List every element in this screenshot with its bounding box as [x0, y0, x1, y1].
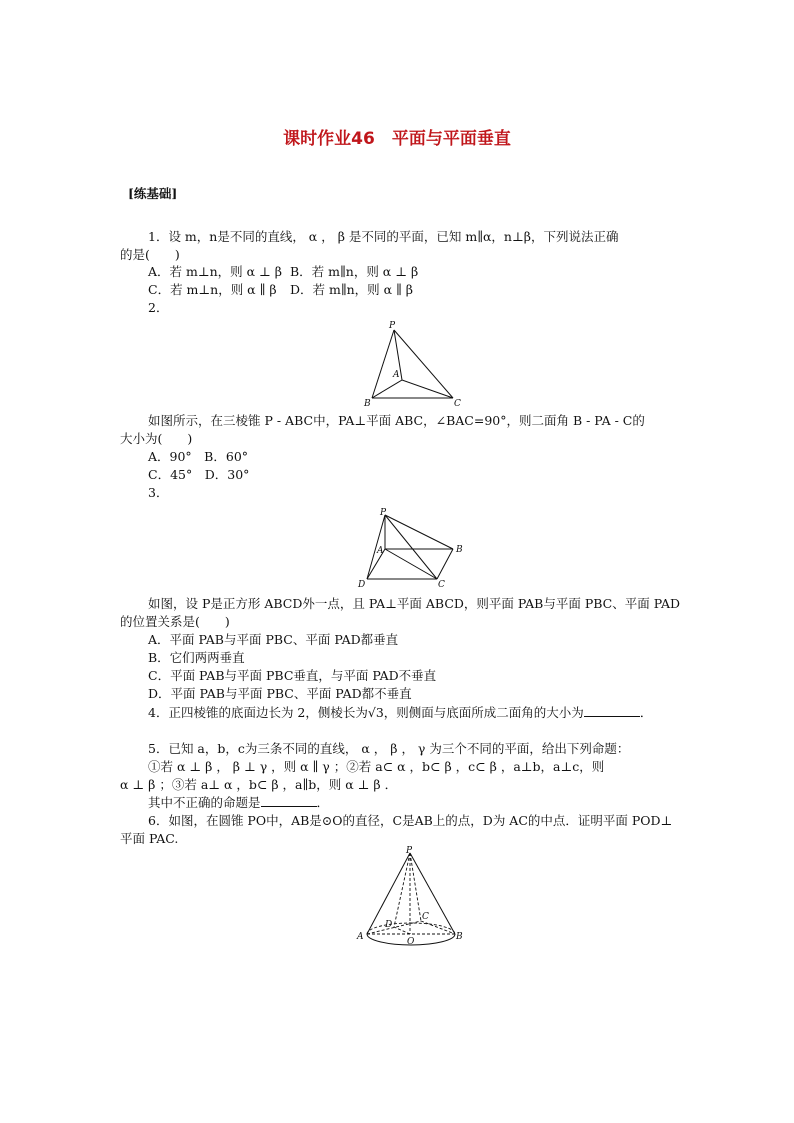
q3-label-c: C: [438, 580, 445, 590]
q3-pyramid-figure: [355, 507, 475, 592]
q6-stem-line2: 平面 PAC.: [120, 831, 179, 846]
q2-label-p: P: [389, 321, 396, 331]
q2-label-b: B: [364, 399, 371, 409]
q5-stem-line1: 5．已知 a，b，c为三条不同的直线， α ， β ， γ 为三个不同的平面，给出下列命题：: [148, 741, 630, 756]
q5-stem-line2: ①若 α ⊥ β ， β ⊥ γ ，则 α ∥ γ ；②若 a⊂ α ，b⊂ β ，c⊂ β ，a⊥b，a⊥c，则: [148, 759, 605, 774]
q3-option-c: C．平面 PAB与平面 PBC垂直，与平面 PAD不垂直: [148, 668, 437, 683]
q1-option-d: D．若 m∥n，则 α ∥ β: [290, 282, 414, 297]
q6-label-d: D: [385, 920, 393, 930]
q1-option-a: A．若 m⊥n，则 α ⊥ β: [148, 264, 283, 279]
q3-option-b: B．它们两两垂直: [148, 650, 245, 665]
q2-number: 2．: [148, 300, 169, 315]
q6-label-o: O: [407, 937, 415, 947]
q6-label-c: C: [422, 912, 429, 922]
q3-option-a: A．平面 PAB与平面 PBC、平面 PAD都垂直: [148, 632, 399, 647]
q2-stem-line1: 如图所示，在三棱锥 P - ABC中，PA⊥平面 ABC，∠BAC=90°，则二面角 B - PA - C的: [148, 413, 645, 428]
section-heading: [练基础]: [128, 186, 178, 201]
q5-answer-blank[interactable]: [261, 794, 317, 807]
q4-answer-blank[interactable]: [584, 704, 640, 717]
q5-stem-line4: [148, 794, 329, 812]
q2-label-c: C: [454, 399, 461, 409]
q1-option-b: B．若 m∥n，则 α ⊥ β: [290, 264, 419, 279]
q3-stem-line2: 的位置关系是( ): [120, 614, 230, 629]
q6-label-a: A: [357, 932, 364, 942]
q1-option-c: C．若 m⊥n，则 α ∥ β: [148, 282, 277, 297]
q2-stem-line2: 大小为( ): [120, 431, 193, 446]
q4-stem-text: 4．正四棱锥的底面边长为 2，侧棱长为√3，则侧面与底面所成二面角的大小为: [148, 705, 584, 720]
q3-number: 3．: [148, 485, 169, 500]
q1-stem-line1: 1．设 m，n是不同的直线， α ， β 是不同的平面，已知 m∥α，n⊥β，下列说法正确: [148, 229, 619, 244]
q1-stem-line2: 的是( ): [120, 247, 180, 262]
q3-label-p: P: [380, 508, 387, 518]
q6-stem-line1: 6．如图，在圆锥 PO中，AB是⊙O的直径，C是AB上的点，D为 AC的中点．证明平面 POD⊥: [148, 813, 673, 828]
q2-options-cd: C．45° D．30°: [148, 467, 250, 482]
q2-pyramid-figure: [360, 318, 470, 408]
q6-label-b: B: [456, 932, 463, 942]
q2-options-ab: A．90° B．60°: [148, 449, 249, 464]
q2-label-a: A: [393, 370, 400, 380]
q4-stem: [148, 704, 652, 722]
q3-option-d: D．平面 PAB与平面 PBC、平面 PAD都不垂直: [148, 686, 412, 701]
q4-stem-end: ．: [639, 705, 653, 720]
q3-label-b: B: [456, 545, 463, 555]
q5-stem-line3: α ⊥ β ；③若 a⊥ α ，b⊂ β ，a∥b，则 α ⊥ β ．: [120, 777, 398, 792]
q3-label-d: D: [358, 580, 366, 590]
q3-stem-line1: 如图，设 P是正方形 ABCD外一点，且 PA⊥平面 ABCD，则平面 PAB与平面 PBC、平面 PAD: [148, 596, 681, 611]
q6-label-p: P: [406, 846, 413, 856]
q5-question-end: ．: [316, 795, 330, 810]
page-title: 课时作业46 平面与平面垂直: [283, 129, 511, 149]
q6-cone-figure: [355, 845, 467, 955]
q3-label-a: A: [377, 546, 384, 556]
q5-question-text: 其中不正确的命题是: [148, 795, 261, 810]
